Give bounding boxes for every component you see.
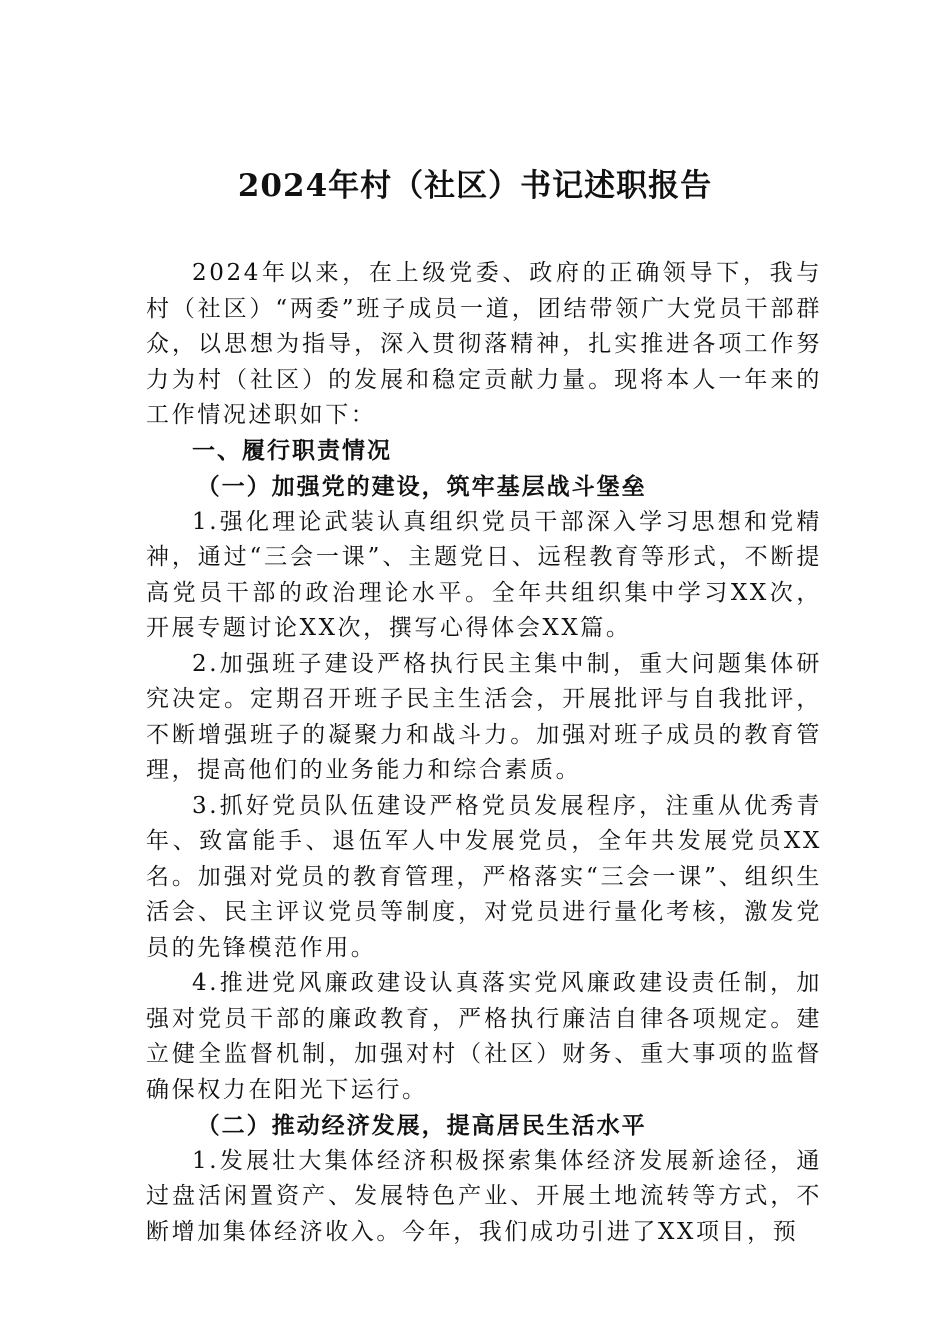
paragraph-item: 2.加强班子建设严格执行民主集中制，重大问题集体研究决定。定期召开班子民主生活会，开展批评与自我批评，不断增强班子的凝聚力和战斗力。加强对班子成员的教育管理，提高他们的业务能力和综合素质。 [146,650,822,783]
paragraph-item: 1.强化理论武装认真组织党员干部深入学习思想和党精神，通过“三会一课”、主题党日、远程教育等形式，不断提高党员干部的政治理论水平。全年共组织集中学习XX次，开展专题讨论XX次，撰写心得体会XX篇。 [146,508,822,641]
subsection-heading-1: （一）加强党的建设，筑牢基层战斗堡垒 [196,473,647,500]
paragraph-intro: 2024年以来，在上级党委、政府的正确领导下，我与村（社区）“两委”班子成员一道，团结带领广大党员干部群众，以思想为指导，深入贯彻落精神，扎实推进各项工作努力为村（社区）的发展和稳定贡献力量。现将本人一年来的工作情况述职如下： [146,260,822,428]
document-title: 2024年村（社区）书记述职报告 [237,168,713,204]
document-body [146,256,822,1250]
section-heading-1: 一、履行职责情况 [192,437,392,464]
subsection-heading-2: （二）推动经济发展，提高居民生活水平 [196,1112,647,1139]
paragraph-item: 1.发展壮大集体经济积极探索集体经济发展新途径，通过盘活闲置资产、发展特色产业、开展土地流转等方式，不断增加集体经济收入。今年，我们成功引进了XX项目，预 [146,1147,822,1245]
paragraph-item: 3.抓好党员队伍建设严格党员发展程序，注重从优秀青年、致富能手、退伍军人中发展党员，全年共发展党员XX名。加强对党员的教育管理，严格落实“三会一课”、组织生活会、民主评议党员等制度，对党员进行量化考核，激发党员的先锋模范作用。 [146,792,822,961]
paragraph-item: 4.推进党风廉政建设认真落实党风廉政建设责任制，加强对党员干部的廉政教育，严格执行廉洁自律各项规定。建立健全监督机制，加强对村（社区）财务、重大事项的监督确保权力在阳光下运行。 [146,970,822,1103]
